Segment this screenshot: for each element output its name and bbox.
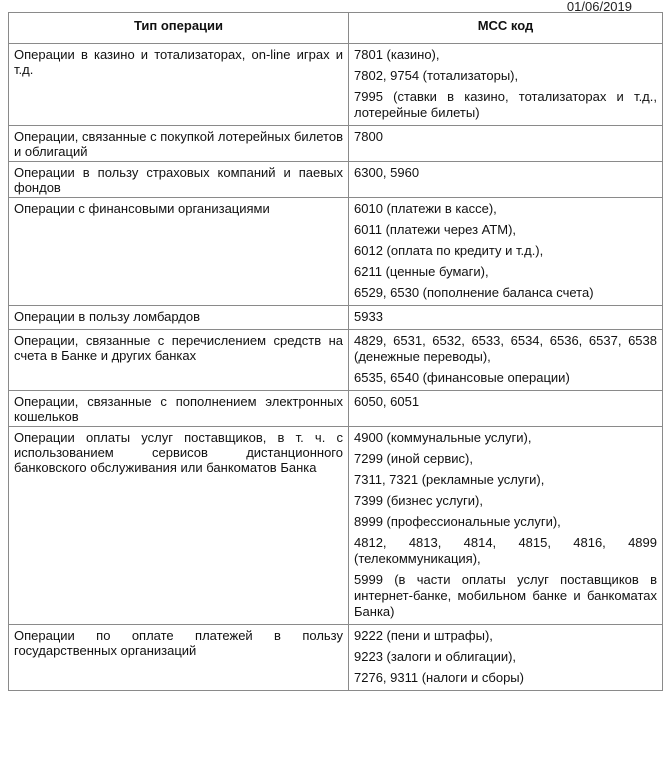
mcc-code-item: 6300, 5960	[354, 165, 420, 180]
mcc-codes-cell	[349, 427, 663, 625]
mcc-code-item: 4812, 4813, 4814, 4815, 4816, 4899 (телекоммуникация),	[354, 535, 657, 566]
operation-type-cell: Операции в казино и тотализаторах, on-line играх и т.д.	[9, 44, 349, 126]
mcc-codes-cell	[349, 391, 663, 427]
mcc-code-item: 6010 (платежи в кассе),	[354, 201, 497, 216]
table-row	[9, 391, 663, 427]
mcc-codes-cell	[349, 625, 663, 691]
operation-type-cell: Операции, связанные с пополнением электронных кошельков	[9, 391, 349, 427]
mcc-code-item: 4829, 6531, 6532, 6533, 6534, 6536, 6537, 6538 (денежные переводы),	[354, 333, 657, 364]
mcc-codes-cell	[349, 126, 663, 162]
mcc-code-item: 7299 (иной сервис),	[354, 451, 473, 466]
table-header-row	[9, 13, 663, 44]
mcc-codes-cell	[349, 306, 663, 330]
mcc-table	[8, 12, 663, 691]
mcc-code-item: 5933	[354, 309, 383, 324]
mcc-codes-cell	[349, 162, 663, 198]
table-row	[9, 330, 663, 391]
operation-type-cell: Операции с финансовыми организациями	[9, 198, 349, 306]
operation-type-cell: Операции в пользу страховых компаний и паевых фондов	[9, 162, 349, 198]
mcc-code-item: 7399 (бизнес услуги),	[354, 493, 483, 508]
table-row	[9, 306, 663, 330]
mcc-code-item: 7995 (ставки в казино, тотализаторах и т.д., лотерейные билеты)	[354, 89, 657, 120]
mcc-code-item: 4900 (коммунальные услуги),	[354, 430, 532, 445]
operation-type-cell: Операции по оплате платежей в пользу государственных организаций	[9, 625, 349, 691]
table-row	[9, 44, 663, 126]
mcc-codes-cell	[349, 330, 663, 391]
mcc-code-item: 5999 (в части оплаты услуг поставщиков в интернет-банке, мобильном банке и банкоматах Банка)	[354, 572, 657, 619]
mcc-code-item: 6211 (ценные бумаги),	[354, 264, 489, 279]
table-row	[9, 126, 663, 162]
operation-type-cell: Операции в пользу ломбардов	[9, 306, 349, 330]
mcc-codes-cell	[349, 44, 663, 126]
table-body	[9, 44, 663, 691]
operation-type-cell: Операции оплаты услуг поставщиков, в т. ч. с использованием сервисов дистанционного банковского обслуживания или банкоматов Банка	[9, 427, 349, 625]
mcc-code-item: 7801 (казино),	[354, 47, 440, 62]
mcc-code-item: 9223 (залоги и облигации),	[354, 649, 517, 664]
mcc-code-item: 6011 (платежи через АТМ),	[354, 222, 517, 237]
header-mcc-code: МСС код	[349, 13, 663, 44]
mcc-code-item: 6529, 6530 (пополнение баланса счета)	[354, 285, 594, 300]
mcc-code-item: 6012 (оплата по кредиту и т.д.),	[354, 243, 544, 258]
operation-type-cell: Операции, связанные с покупкой лотерейных билетов и облигаций	[9, 126, 349, 162]
table-row	[9, 625, 663, 691]
mcc-code-item: 7800	[354, 129, 383, 144]
mcc-code-item: 6050, 6051	[354, 394, 420, 409]
mcc-code-item: 8999 (профессиональные услуги),	[354, 514, 561, 529]
mcc-code-item: 7311, 7321 (рекламные услуги),	[354, 472, 545, 487]
mcc-code-item: 7276, 9311 (налоги и сборы)	[354, 670, 524, 685]
document-date: 01/06/2019	[566, 0, 632, 14]
mcc-code-item: 9222 (пени и штрафы),	[354, 628, 493, 643]
mcc-codes-cell	[349, 198, 663, 306]
operation-type-cell: Операции, связанные с перечислением средств на счета в Банке и других банках	[9, 330, 349, 391]
mcc-code-item: 7802, 9754 (тотализаторы),	[354, 68, 519, 83]
table-row	[9, 198, 663, 306]
header-operation-type: Тип операции	[9, 13, 349, 44]
mcc-code-item: 6535, 6540 (финансовые операции)	[354, 370, 570, 385]
table-row	[9, 162, 663, 198]
table-row	[9, 427, 663, 625]
